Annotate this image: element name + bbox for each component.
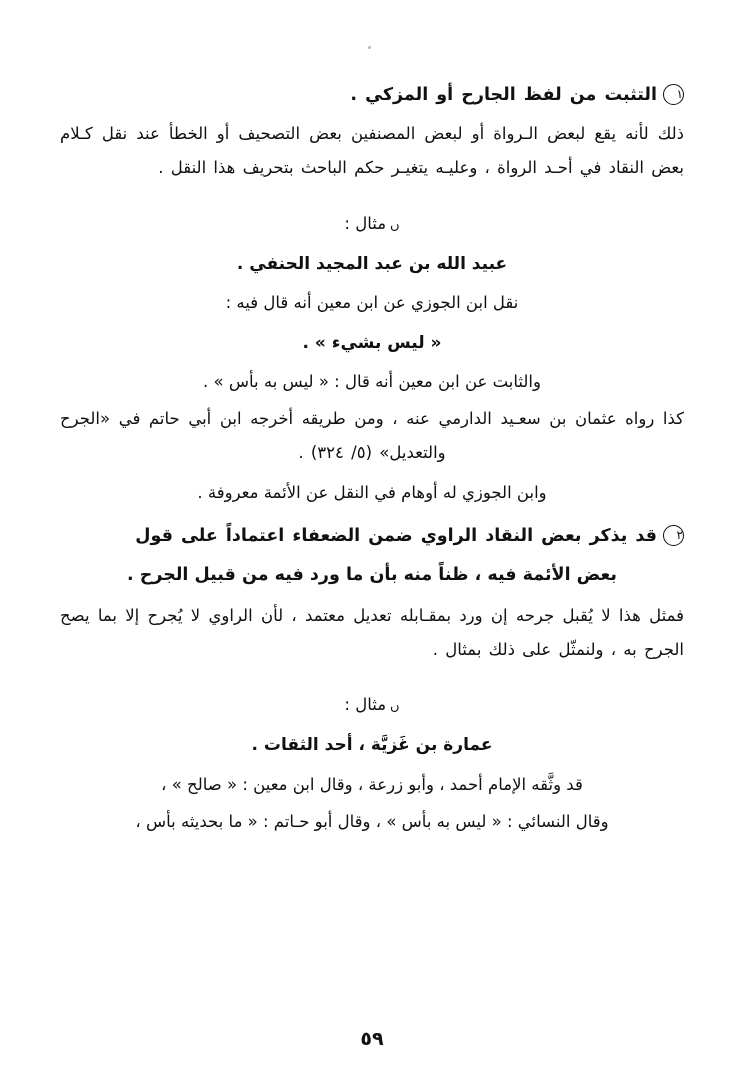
section-1-number: ١: [663, 84, 684, 105]
scan-speck: [368, 46, 371, 49]
section-2-example-line-2: وقال النسائي : « ليس به بأس » ، وقال أبو حـاتم : « ما بحديثه بأس ،: [135, 811, 609, 831]
section-1-example-name: عبيد الله بن عبد المجيد الحنفي .: [236, 253, 508, 274]
section-1-example-label: [60, 207, 684, 240]
section-1-example-line-3: والثابت عن ابن معين أنه قال : « ليس به بأس » .: [203, 372, 541, 392]
section-1-heading: [60, 78, 684, 113]
page-content: [60, 78, 684, 838]
section-1-paragraph: ذلك لأنه يقع لبعض الـرواة أو لبعض المصنفين بعض التصحيف أو الخطأ عند نقل كـلام بعض النقاد في أحـد الرواة ، وعليـه يتغيـر حكم الباحث بتحريف هذا النقل .: [60, 124, 684, 177]
section-1-example-line-1: نقل ابن الجوزي عن ابن معين أنه قال فيه :: [225, 292, 519, 312]
section-1-closing: وابن الجوزي له أوهام في النقل عن الأئمة معروفة .: [197, 482, 547, 502]
section-2-example-name: عمارة بن غَزيَّة ، أحد الثقات .: [251, 735, 493, 756]
section-2-heading: [60, 519, 684, 554]
section-2-example-line-1: قد وثَّقه الإمام أحمد ، وأبو زرعة ، وقال ابن معين : « صالح » ،: [161, 774, 583, 794]
example-marker-icon-2: ں: [390, 699, 400, 715]
section-1-example-line-2: « ليس بشيء » .: [302, 332, 442, 353]
section-2-number: ٢: [663, 525, 684, 546]
section-2-heading-text: قد يذكر بعض النقاد الراوي ضمن الضعفاء اعتماداً على قول: [135, 525, 657, 546]
section-1-source-note: كذا رواه عثمان بن سعـيد الدارمي عنه ، ومن طريقه أخرجه ابن أبي حاتم في «الجرح والتعديل» (٥/ ٣٢٤) .: [60, 409, 684, 463]
section-2-example-label-text: مثال :: [344, 695, 387, 715]
section-1-heading-text: التثبت من لفظ الجارح أو المزكي .: [350, 85, 657, 105]
page-number: ٥٩: [360, 1028, 384, 1050]
section-2-heading-line2: بعض الأئمة فيه ، ظناً منه بأن ما ورد فيه من قبيل الجرح .: [126, 564, 618, 585]
example-marker-icon: ں: [390, 217, 400, 233]
section-1-example-label-text: مثال :: [344, 213, 387, 233]
section-2-example-label: [60, 688, 684, 721]
section-2-paragraph: فمثل هذا لا يُقبل جرحه إن ورد بمقـابله تعديل معتمد ، لأن الراوي لا يُجرح إلا بما يصح الجرح به ، ولنمثّل على ذلك بمثال .: [60, 605, 684, 659]
